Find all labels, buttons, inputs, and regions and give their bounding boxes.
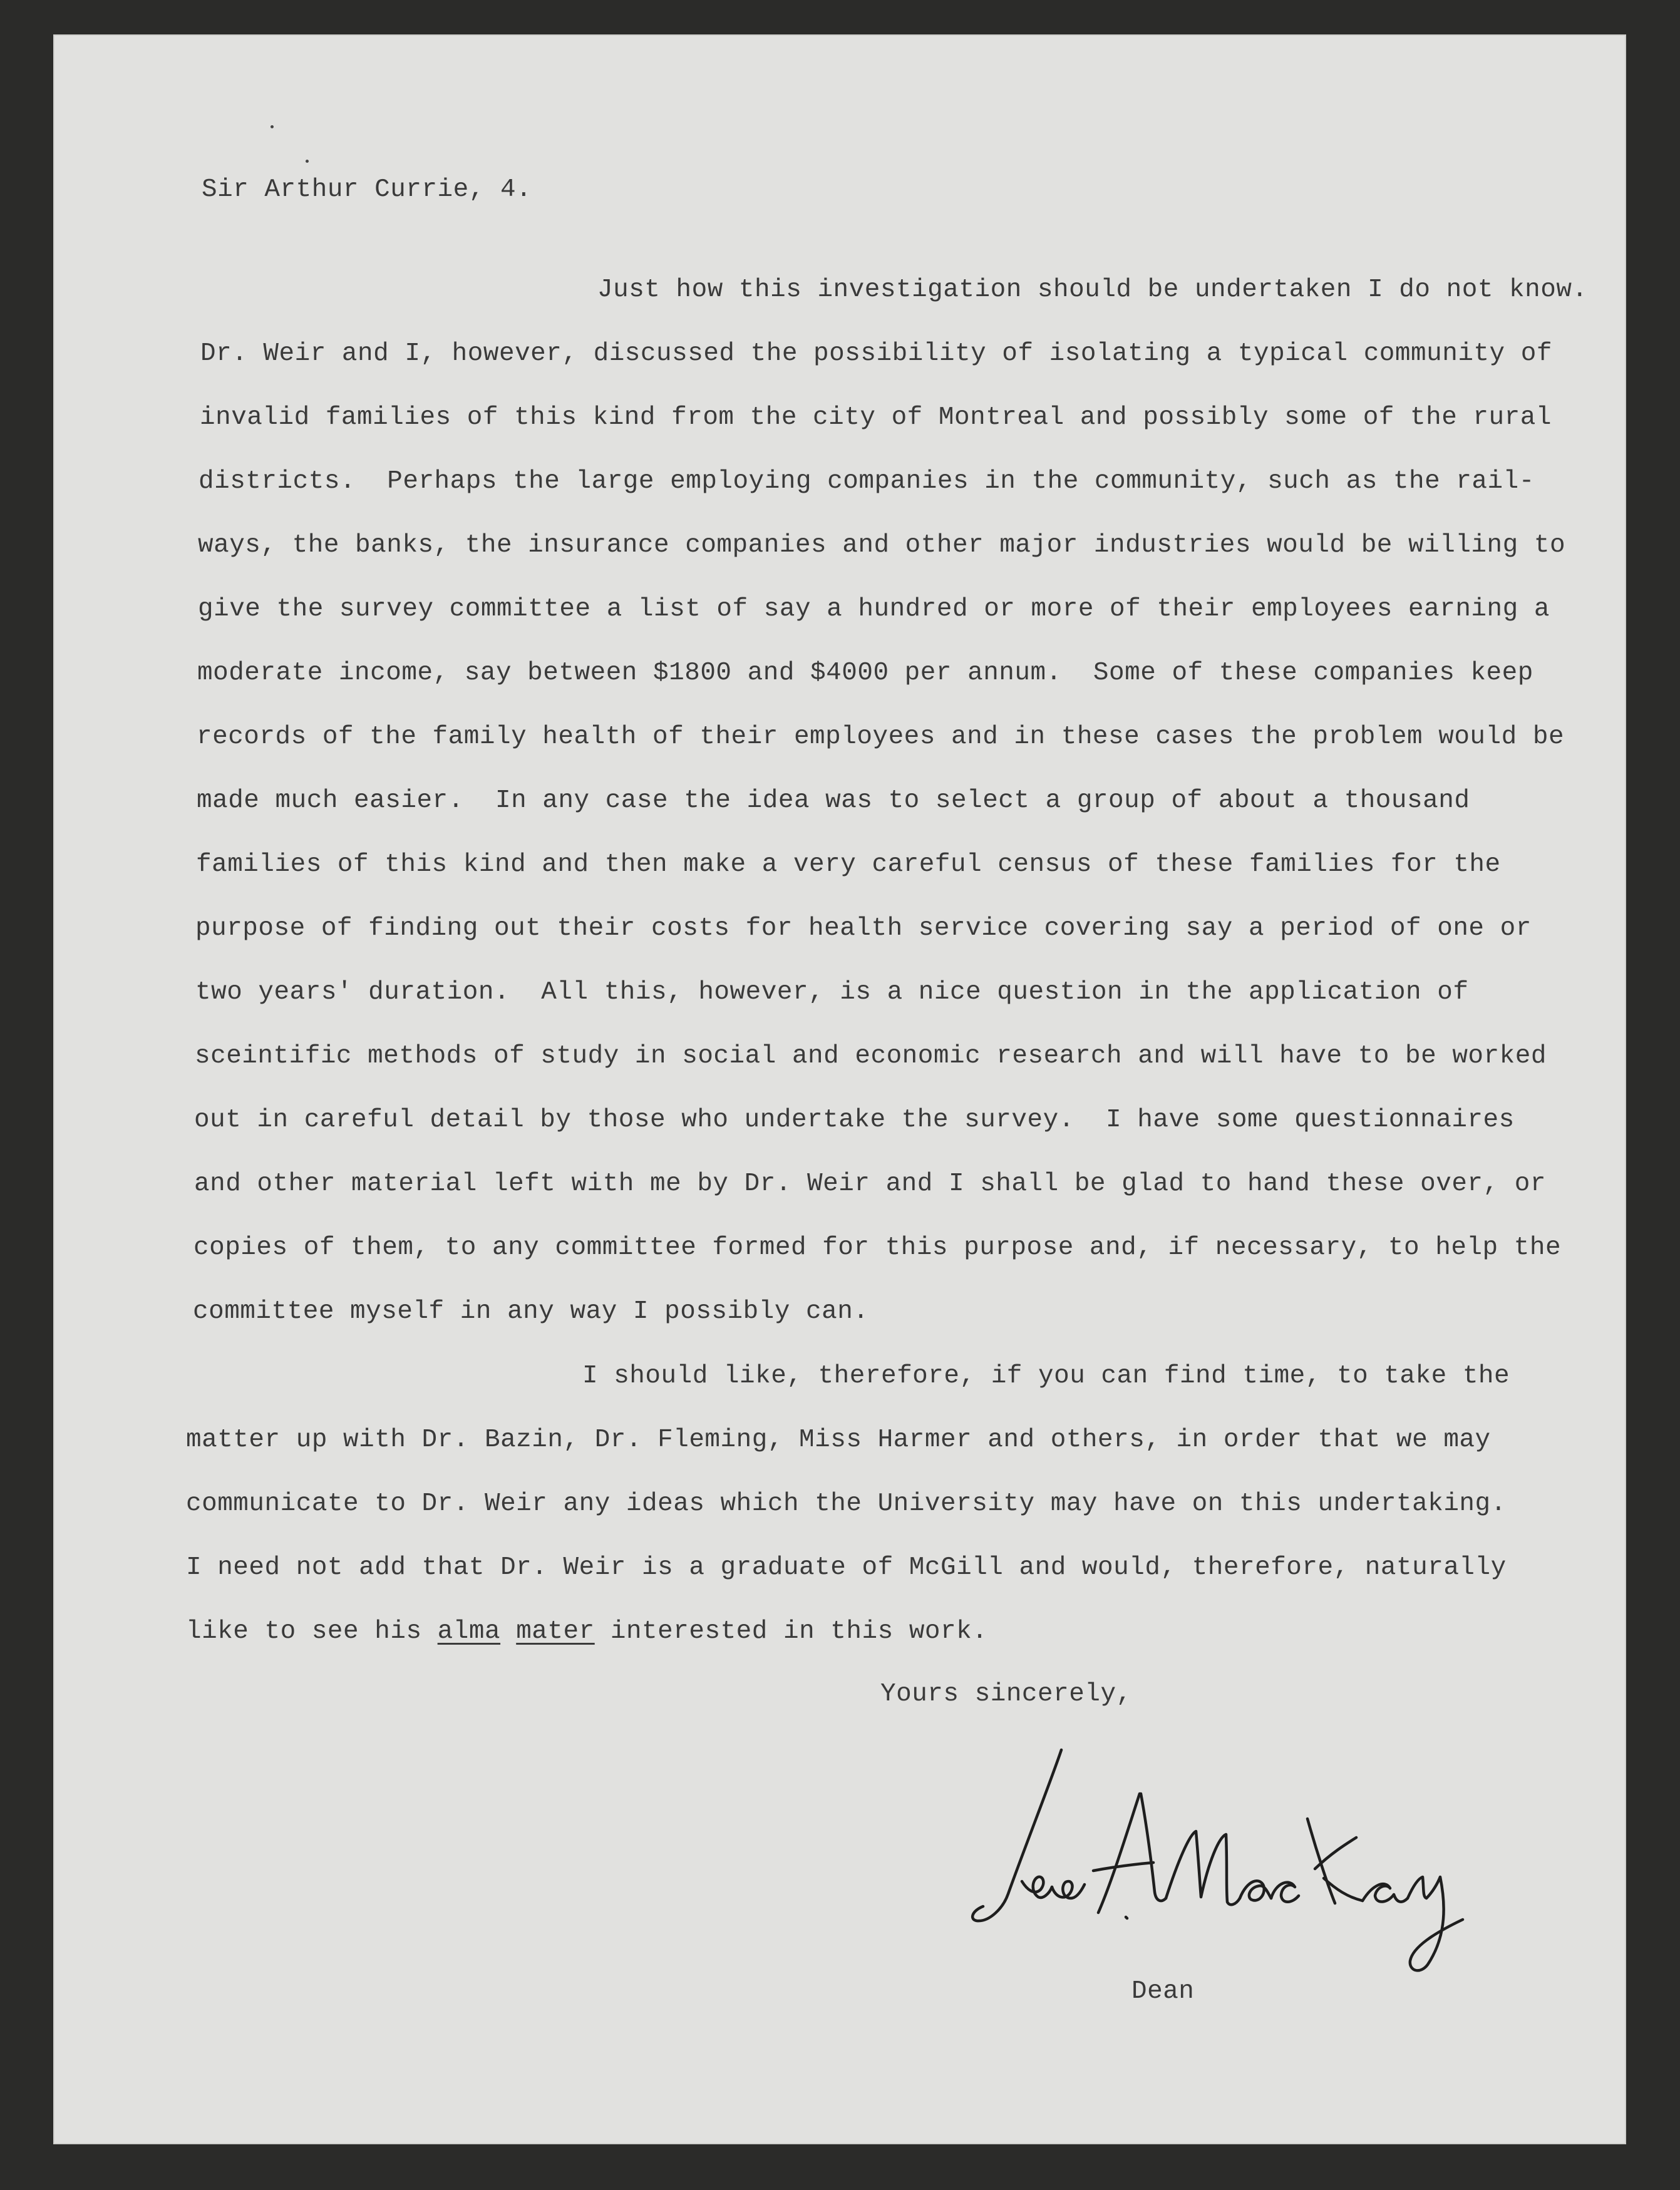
text-line: families of this kind and then make a very careful census of these families for the (196, 850, 1501, 879)
text-line: sceintific methods of study in social and economic research and will have to be worked (195, 1042, 1547, 1071)
text-line: communicate to Dr. Weir any ideas which the University may have on this undertaking. (186, 1489, 1507, 1518)
text-line: and other material left with me by Dr. Weir and I shall be glad to hand these over, or (194, 1170, 1546, 1198)
text-line: Dr. Weir and I, however, discussed the possibility of isolating a typical community of (200, 339, 1552, 368)
text-line: records of the family health of their employees and in these cases the problem would be (197, 722, 1565, 751)
underlined-word-mater: mater (516, 1617, 595, 1646)
text-line: I need not add that Dr. Weir is a graduate of McGill and would, therefore, naturally (186, 1553, 1507, 1582)
closing: Yours sincerely, (880, 1680, 1132, 1709)
text-segment: like to see his (186, 1617, 438, 1646)
text-line: purpose of finding out their costs for health service covering say a period of one or (195, 914, 1532, 943)
text-line: I should like, therefore, if you can find time, to take the (582, 1362, 1510, 1391)
handwritten-signature (964, 1734, 1515, 1972)
text-segment: interested in this work. (594, 1617, 988, 1646)
paper-speck (306, 160, 309, 163)
text-line: ways, the banks, the insurance companies and other major industries would be willing to (198, 531, 1566, 560)
text-line: invalid families of this kind from the city of Montreal and possibly some of the rural (200, 403, 1552, 432)
letter-page (53, 34, 1626, 2144)
text-line: made much easier. In any case the idea was to select a group of about a thousand (197, 786, 1470, 815)
text-line: give the survey committee a list of say a hundred or more of their employees earning a (198, 595, 1550, 624)
paper-speck (271, 125, 274, 128)
text-line: committee myself in any way I possibly can. (193, 1297, 869, 1326)
letter-heading: Sir Arthur Currie, 4. (202, 175, 532, 204)
signer-title: Dean (1131, 1977, 1195, 2006)
text-line: moderate income, say between $1800 and $4000 per annum. Some of these companies keep (197, 659, 1533, 687)
text-line-last (186, 1617, 987, 1646)
text-line: out in careful detail by those who undertake the survey. I have some questionnaires (194, 1106, 1515, 1134)
text-line: districts. Perhaps the large employing companies in the community, such as the rail- (198, 467, 1535, 496)
text-line: Just how this investigation should be undertaken I do not know. (597, 275, 1588, 304)
text-segment (500, 1617, 516, 1646)
text-line: two years' duration. All this, however, is a nice question in the application of (195, 978, 1469, 1007)
text-line: copies of them, to any committee formed for this purpose and, if necessary, to help the (193, 1233, 1562, 1262)
underlined-word-alma: alma (437, 1617, 501, 1646)
text-line: matter up with Dr. Bazin, Dr. Fleming, Miss Harmer and others, in order that we may (186, 1426, 1491, 1454)
